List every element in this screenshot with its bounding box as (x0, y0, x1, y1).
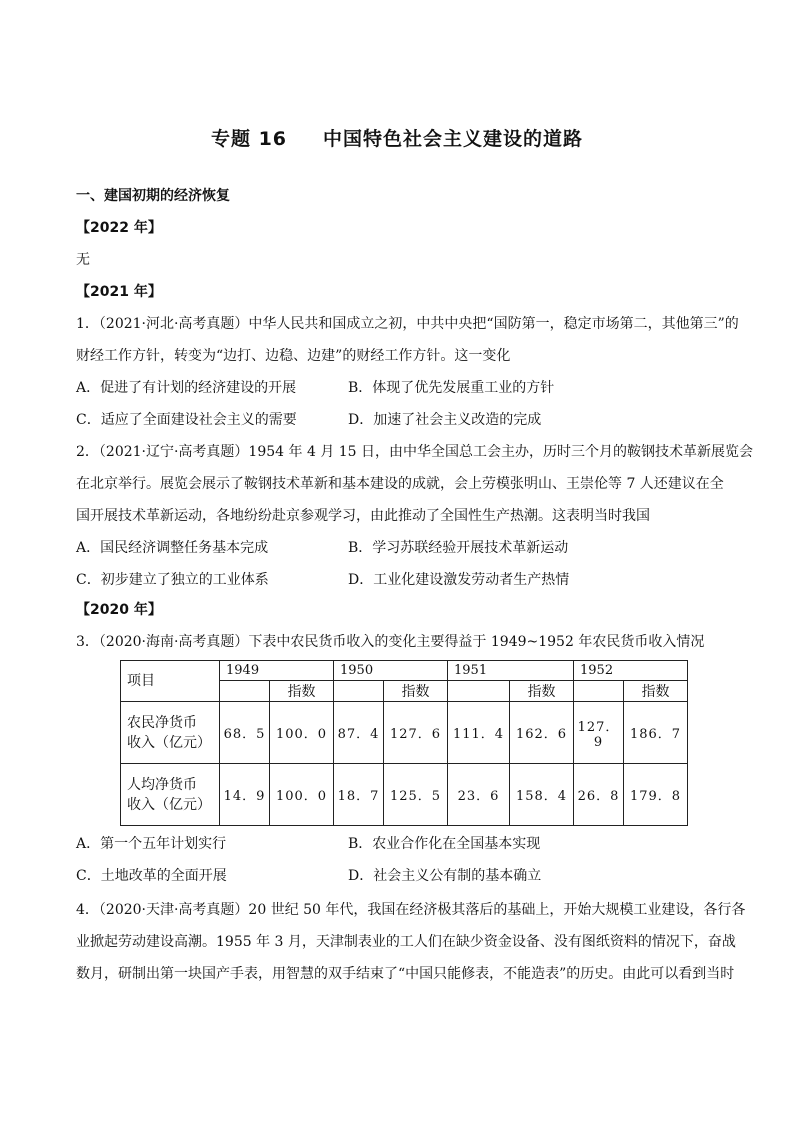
q3-option-d: D．社会主义公有制的基本确立 (348, 868, 542, 884)
q2-option-d: D．工业化建设激发劳动者生产热情 (348, 572, 570, 588)
row-label: 人均净货币 收入（亿元） (121, 764, 220, 826)
table-cell: 100．0 (270, 764, 334, 826)
table-cell: 111．4 (448, 702, 510, 764)
q1-option-d: D．加速了社会主义改造的完成 (348, 412, 542, 428)
q4-stem-line1: 4．（2020·天津·高考真题）20 世纪 50 年代，我国在经济极其落后的基础上，开始大规模工业建设，各行各 (76, 902, 746, 918)
table-cell: 23．6 (448, 764, 510, 826)
header-year: 1952 (574, 661, 688, 681)
table-cell: 100．0 (270, 702, 334, 764)
table-header-row (121, 661, 688, 681)
table-cell: 158．4 (510, 764, 574, 826)
q2-stem-line2: 在北京举行。展览会展示了鞍钢技术革新和基本建设的成就，会上劳模张明山、王崇伦等 7 人还建议在全 (76, 476, 724, 492)
q1-stem-line2: 财经工作方针，转变为“边打、边稳、边建”的财经工作方针。这一变化 (76, 348, 511, 364)
table-cell: 68．5 (220, 702, 270, 764)
blank-cell (334, 681, 384, 702)
year-heading-2021: 【2021 年】 (76, 284, 162, 300)
table-cell: 26．8 (574, 764, 624, 826)
header-index: 指数 (510, 681, 574, 702)
q2-option-c: C．初步建立了独立的工业体系 (76, 572, 269, 588)
table-cell: 18．7 (334, 764, 384, 826)
header-index: 指数 (384, 681, 448, 702)
blank-cell (574, 681, 624, 702)
title-main: 中国特色社会主义建设的道路 (323, 128, 584, 150)
q3-option-b: B．农业合作化在全国基本实现 (348, 836, 541, 852)
section-heading: 一、建国初期的经济恢复 (76, 188, 230, 204)
table-cell: 179．8 (624, 764, 688, 826)
q1-option-b: B．体现了优先发展重工业的方针 (348, 380, 555, 396)
table-cell: 127．6 (384, 702, 448, 764)
header-item: 项目 (121, 661, 220, 702)
table-cell: 186．7 (624, 702, 688, 764)
table-row (121, 702, 688, 764)
table-cell: 87．4 (334, 702, 384, 764)
q2-stem-line3: 国开展技术革新运动，各地纷纷赴京参观学习，由此推动了全国性生产热潮。这表明当时我国 (76, 508, 650, 524)
q3-option-a: A．第一个五年计划实行 (76, 836, 227, 852)
header-index: 指数 (624, 681, 688, 702)
table-cell: 162．6 (510, 702, 574, 764)
blank-cell (220, 681, 270, 702)
header-year: 1950 (334, 661, 448, 681)
header-index: 指数 (270, 681, 334, 702)
q1-option-a: A．促进了有计划的经济建设的开展 (76, 380, 297, 396)
blank-cell (448, 681, 510, 702)
table-cell: 14．9 (220, 764, 270, 826)
q3-stem-line1: 3．（2020·海南·高考真题）下表中农民货币收入的变化主要得益于 1949~1952 年农民货币收入情况 (76, 634, 705, 650)
q1-stem-line1: 1．（2021·河北·高考真题）中华人民共和国成立之初，中共中央把“国防第一，稳定市场第二，其他第三”的 (76, 316, 739, 332)
q4-stem-line3: 数月，研制出第一块国产手表，用智慧的双手结束了“中国只能修表，不能造表”的历史。由此可以看到当时 (76, 966, 735, 982)
table-row (121, 764, 688, 826)
year-heading-2020: 【2020 年】 (76, 602, 162, 618)
q2-stem-line1: 2．（2021·辽宁·高考真题）1954 年 4 月 15 日，由中华全国总工会主办，历时三个月的鞍钢技术革新展览会 (76, 444, 754, 460)
q1-option-c: C．适应了全面建设社会主义的需要 (76, 412, 297, 428)
table-cell: 127．9 (574, 702, 624, 764)
none-text: 无 (76, 252, 90, 268)
table-cell: 125．5 (384, 764, 448, 826)
header-year: 1951 (448, 661, 574, 681)
row-label: 农民净货币 收入（亿元） (121, 702, 220, 764)
year-heading-2022: 【2022 年】 (76, 220, 162, 236)
page-title (0, 124, 794, 151)
header-year: 1949 (220, 661, 334, 681)
income-table (120, 660, 688, 826)
q3-option-c: C．土地改革的全面开展 (76, 868, 227, 884)
q2-option-b: B．学习苏联经验开展技术革新运动 (348, 540, 569, 556)
q4-stem-line2: 业掀起劳动建设高潮。1955 年 3 月，天津制表业的工人们在缺少资金设备、没有图纸资料的情况下，奋战 (76, 934, 736, 950)
title-prefix: 专题 16 (210, 128, 288, 150)
q2-option-a: A．国民经济调整任务基本完成 (76, 540, 269, 556)
